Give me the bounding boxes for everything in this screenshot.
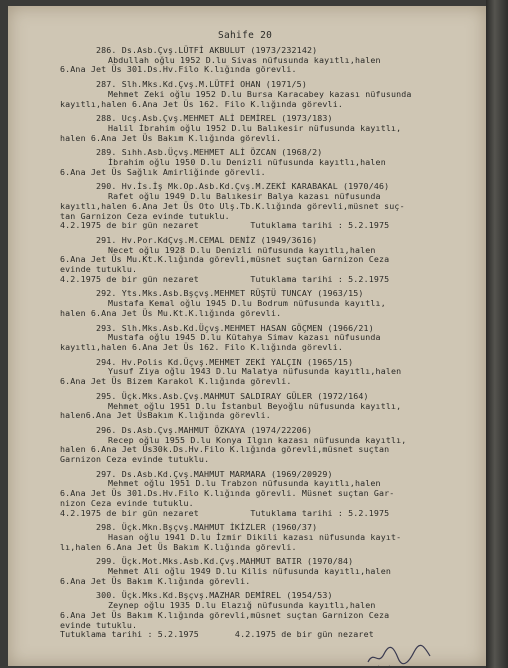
entry-text-line: Rafet oğlu 1949 D.lu Balıkesir Balya kazası nüfusunda bbox=[108, 191, 381, 202]
entry-block bbox=[8, 80, 486, 109]
entry-block bbox=[8, 236, 486, 285]
entry-text-line: kayıtlı,halen 6.Ana Jet Üs 162. Filo K.lığında görevli. bbox=[60, 98, 343, 109]
entry-name-line: Slh.Mks.Kd.Çvş.M.LÜTFİ OHAN (1971/5) bbox=[116, 79, 307, 90]
page-header: Sahife 20 bbox=[218, 30, 273, 41]
entry-text-line: Necet oğlu 1928 D.lu Denizli nüfusunda kayıtlı,halen bbox=[108, 244, 376, 255]
entry-name-line: Üçk.Mks.Asb.Çvş.MAHMUT SALDIRAY GÜLER (1972/164) bbox=[116, 390, 369, 401]
entry-number: 286. bbox=[96, 45, 117, 55]
entry-text-line: 4.2.1975 de bir gün nezaret Tutuklama tarihi : 5.2.1975 bbox=[60, 273, 390, 284]
entry-name-line: Üçk.Mot.Mks.Asb.Kd.Çvş.MAHMUT BATIR (1970/84) bbox=[116, 556, 354, 567]
entry-text-line: lı,halen 6.Ana Jet Üs Bakım K.lığında görevli. bbox=[60, 541, 297, 552]
entry-text-line: Mehmet Zeki oğlu 1952 D.lu Bursa Karacabey kazası nüfusunda bbox=[108, 88, 412, 99]
entry-number: 298. bbox=[96, 522, 117, 533]
entry-number: 292. bbox=[96, 288, 117, 299]
entry-name-line: Ds.Asb.Çvş.LÜTFİ AKBULUT (1973/232142) bbox=[116, 45, 318, 55]
entry-text-line: halen 6.Ana Jet Üs Bakım K.lığında görevli. bbox=[60, 132, 282, 143]
entry-block bbox=[8, 470, 486, 519]
entry-name-line: Ds.Asb.Kd.Çvş.MAHMUT MARMARA (1969/20929) bbox=[116, 468, 333, 479]
entry-text-line: halen 6.Ana Jet Üs Mu.Kt.K.lığında görevli. bbox=[60, 307, 282, 318]
entry-block bbox=[8, 426, 486, 465]
entry-number: 293. bbox=[96, 322, 117, 333]
entry-text-line: Mehmet oğlu 1951 D.lu İstanbul Beyoğlu nüfusunda kayıtlı, bbox=[108, 400, 402, 411]
entry-number: 299. bbox=[96, 556, 117, 567]
entry-text-line: Halil İbrahim oğlu 1952 D.lu Balıkesir nüfusunda kayıtlı, bbox=[108, 122, 402, 133]
entry-name-line: Üçk.Mks.Kd.Bşçvş.MAZHAR DEMİREL (1954/53) bbox=[116, 590, 333, 601]
entry-text-line: evinde tutuklu. bbox=[60, 619, 138, 630]
entry-number: 291. bbox=[96, 234, 117, 245]
entry-block bbox=[8, 289, 486, 318]
entry-number: 288. bbox=[96, 113, 117, 124]
entry-text-line: nizon Ceza evinde tutuklu. bbox=[60, 497, 194, 508]
entry-text-line: 6.Ana Jet Üs Mu.Kt.K.lığında görevli,müsnet suçtan Garnizon Ceza bbox=[60, 254, 390, 265]
entry-number: 290. bbox=[96, 181, 117, 192]
entry-text-line: Tutuklama tarihi : 5.2.1975 4.2.1975 de bir gün nezaret bbox=[60, 629, 374, 640]
entry-number: 294. bbox=[96, 356, 117, 367]
entry-text-line: 6.Ana Jet Üs 301.Ds.Hv.Filo K.lığında görevli. bbox=[60, 64, 297, 75]
entry-text-line: halen6.Ana Jet ÜsBakım K.lığında görevli. bbox=[60, 410, 271, 421]
entry-text-line: kayıtlı,halen 6.Ana Jet Üs Oto Ulş.Tb.K.lığında görevli,müsnet suç- bbox=[60, 200, 405, 211]
entry-block bbox=[8, 324, 486, 353]
entry-text-line: 4.2.1975 de bir gün nezaret Tutuklama tarihi : 5.2.1975 bbox=[60, 507, 390, 518]
entry-text-line: Recep oğlu 1955 D.lu Konya Ilgın kazası nüfusunda kayıtlı, bbox=[108, 434, 407, 445]
entry-text-line: Mehmet Ali oğlu 1949 D.lu Kilis nüfusunda kayıtlı,halen bbox=[108, 566, 391, 577]
entry-text-line: halen 6.Ana Jet Üs30k.Ds.Hv.Filo K.lığında görevli,müsnet suçtan bbox=[60, 444, 390, 455]
entry-name-line: Yts.Mks.Asb.Bşçvş.MEHMET RÜŞTÜ TUNCAY (1963/15) bbox=[116, 288, 364, 299]
entry-block bbox=[8, 148, 486, 177]
entry-number: 289. bbox=[96, 147, 117, 158]
entry-name-line: Ucş.Asb.Çvş.MEHMET ALİ DEMİREL (1973/183) bbox=[116, 113, 333, 124]
entry-text-line: 6.Ana Jet Üs 301.Ds.Hv.Filo K.lığında görevli. Müsnet suçtan Gar- bbox=[60, 488, 395, 499]
entry-block bbox=[8, 523, 486, 552]
entry-number: 287. bbox=[96, 79, 117, 90]
entry-text-line: Yusuf Ziya oğlu 1943 D.lu Malatya nüfusunda kayıtlı,halen bbox=[108, 366, 402, 377]
entry-block bbox=[8, 114, 486, 143]
entry-block bbox=[8, 46, 486, 75]
entry-text-line: Hasan oğlu 1941 D.lu İzmir Dikili kazası nüfusunda kayıt- bbox=[108, 531, 402, 542]
entry-block bbox=[8, 358, 486, 387]
entry-block bbox=[8, 392, 486, 421]
document-page bbox=[8, 6, 486, 666]
entry-number: 296. bbox=[96, 424, 117, 435]
entry-number: 297. bbox=[96, 468, 117, 479]
entry-text-line: 6.Ana Jet Üs Bakım K.lığında görevli. bbox=[60, 575, 251, 586]
entry-text-line: Zeynep oğlu 1935 D.lu Elazığ nüfusunda kayıtlı,halen bbox=[108, 600, 376, 611]
entry-block bbox=[8, 182, 486, 231]
entry-block bbox=[8, 591, 486, 640]
entry-text-line: evinde tutuklu. bbox=[60, 264, 138, 275]
entry-name-line: Slh.Mks.Asb.Kd.Üçvş.MEHMET HASAN GÖÇMEN (1966/21) bbox=[116, 322, 374, 333]
entry-text-line: Abdullah oğlu 1952 D.lu Sivas nüfusunda kayıtlı,halen bbox=[108, 54, 381, 65]
entry-number: 295. bbox=[96, 390, 117, 401]
entry-text-line: 6.Ana Jet Üs Sağlık Amirliğinde görevli. bbox=[60, 166, 266, 177]
entry-text-line: Mehmet oğlu 1951 D.lu Trabzon nüfusunda kayıtlı,halen bbox=[108, 478, 381, 489]
entry-text-line: kayıtlı,halen 6.Ana Jet Üs 162. Filo K.lığında görevli. bbox=[60, 341, 343, 352]
entry-name-line: Hv.Polis Kd.Üçvş.MEHMET ZEKİ YALÇIN (1965/15) bbox=[116, 356, 354, 367]
entry-text-line: tan Garnizon Ceza evinde tutuklu. bbox=[60, 210, 230, 221]
entry-block bbox=[8, 557, 486, 586]
entry-text-line: 4.2.1975 de bir gün nezaret Tutuklama tarihi : 5.2.1975 bbox=[60, 220, 390, 231]
entry-name-line: Sıhh.Asb.Üçvş.MEHMET ALİ ÖZCAN (1968/2) bbox=[116, 147, 323, 158]
entry-name-line: Ds.Asb.Çvş.MAHMUT ÖZKAYA (1974/22206) bbox=[116, 424, 313, 435]
entry-text-line: Mustafa Kemal oğlu 1945 D.lu Bodrum nüfusunda kayıtlı, bbox=[108, 298, 386, 309]
entry-number: 300. bbox=[96, 590, 117, 601]
entry-text-line: İbrahim oğlu 1950 D.lu Denizli nüfusunda kayıtlı,halen bbox=[108, 157, 386, 168]
entry-list bbox=[8, 46, 486, 645]
entry-text-line: Garnizon Ceza evinde tutuklu. bbox=[60, 454, 210, 465]
entry-name-line: Hv.İs.İş Mk.Op.Asb.Kd.Çvş.M.ZEKİ KARABAKAL (1970/46) bbox=[116, 181, 390, 192]
entry-text-line: 6.Ana Jet Üs Bakım K.lığında görevli,müsnet suçtan Garnizon Ceza bbox=[60, 609, 390, 620]
entry-text-line: 6.Ana Jet Üs Bizem Karakol K.lığında görevli. bbox=[60, 376, 292, 387]
entry-name-line: Üçk.Mkn.Bşçvş.MAHMUT İKİZLER (1960/37) bbox=[116, 522, 318, 533]
entry-name-line: Hv.Por.KdÇvş.M.CEMAL DENİZ (1949/3616) bbox=[116, 234, 318, 245]
handwritten-signature bbox=[364, 640, 434, 666]
entry-text-line: Mustafa oğlu 1945 D.lu Kütahya Simav kazası nüfusunda bbox=[108, 332, 381, 343]
book-binding bbox=[486, 0, 508, 668]
